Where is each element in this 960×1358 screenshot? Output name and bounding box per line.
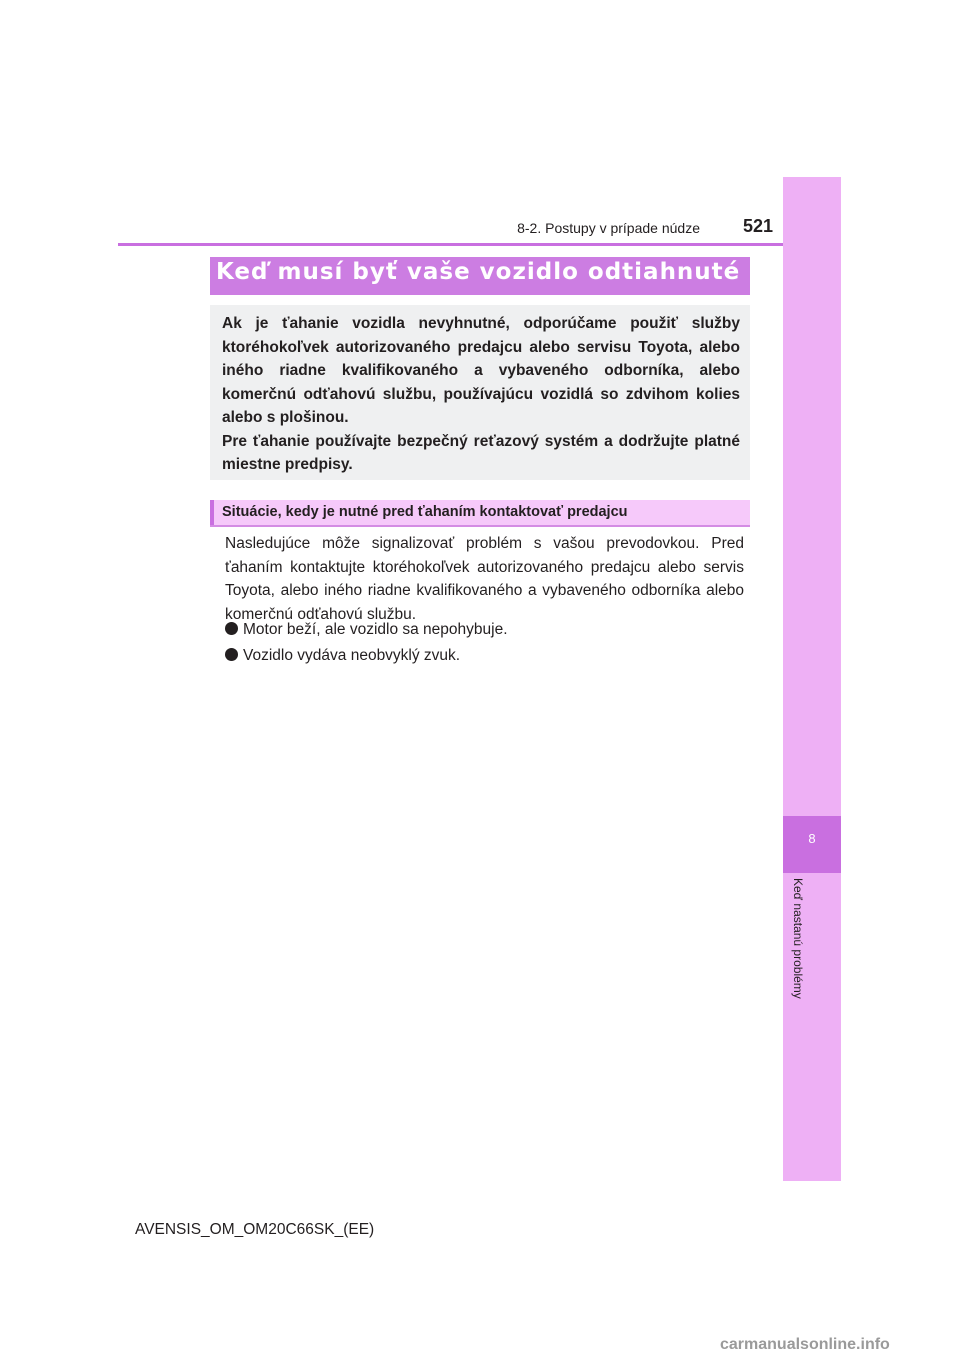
subsection-body: Nasledujúce môže signalizovať problém s vašou prevodovkou. Pred ťahaním kontaktujte ktoréhokoľvek autorizovaného predajcu alebo servis Toyota, alebo iného riadne kvalifikovaného a vybaveného odborníka alebo komerčnú odťahovú službu. (225, 535, 744, 623)
header-rule (118, 243, 783, 246)
chapter-number: 8 (808, 831, 816, 846)
chapter-label: Keď nastanú problémy (791, 878, 805, 999)
subsection-accent (210, 500, 214, 525)
intro-paragraph-2: Pre ťahanie používajte bezpečný reťazový systém a dodržujte platné miestne predpisy. (222, 432, 740, 473)
subsection-rule (210, 525, 750, 527)
bullet-text: Vozidlo vydáva neobvyklý zvuk. (243, 647, 461, 664)
intro-text (222, 312, 740, 477)
page-number: 521 (742, 216, 773, 236)
bullet-icon (225, 622, 238, 635)
page-title: Keď musí byť vaše vozidlo odtiahnuté (216, 259, 741, 285)
list-item (225, 621, 508, 639)
bullet-text: Motor beží, ale vozidlo sa nepohybuje. (243, 621, 508, 638)
subsection-title: Situácie, kedy je nutné pred ťahaním kontaktovať predajcu (222, 504, 628, 520)
document-code: AVENSIS_OM_OM20C66SK_(EE) (135, 1221, 375, 1238)
bullet-icon (225, 648, 238, 661)
watermark: carmanualsonline.info (720, 1336, 890, 1353)
intro-paragraph-1: Ak je ťahanie vozidla nevyhnutné, odporúčame použiť služby ktoréhokoľvek autorizovaného predajcu alebo servisu Toyota, alebo iného riadne kvalifikovaného a vybaveného odborníka, alebo komerčnú odťahovú službu, používajúcu vozidlá so zdvihom kolies alebo s plošinou. (222, 315, 740, 426)
list-item (225, 647, 460, 665)
chapter-side-tab (783, 177, 841, 1181)
section-heading: 8-2. Postupy v prípade núdze (517, 220, 700, 236)
